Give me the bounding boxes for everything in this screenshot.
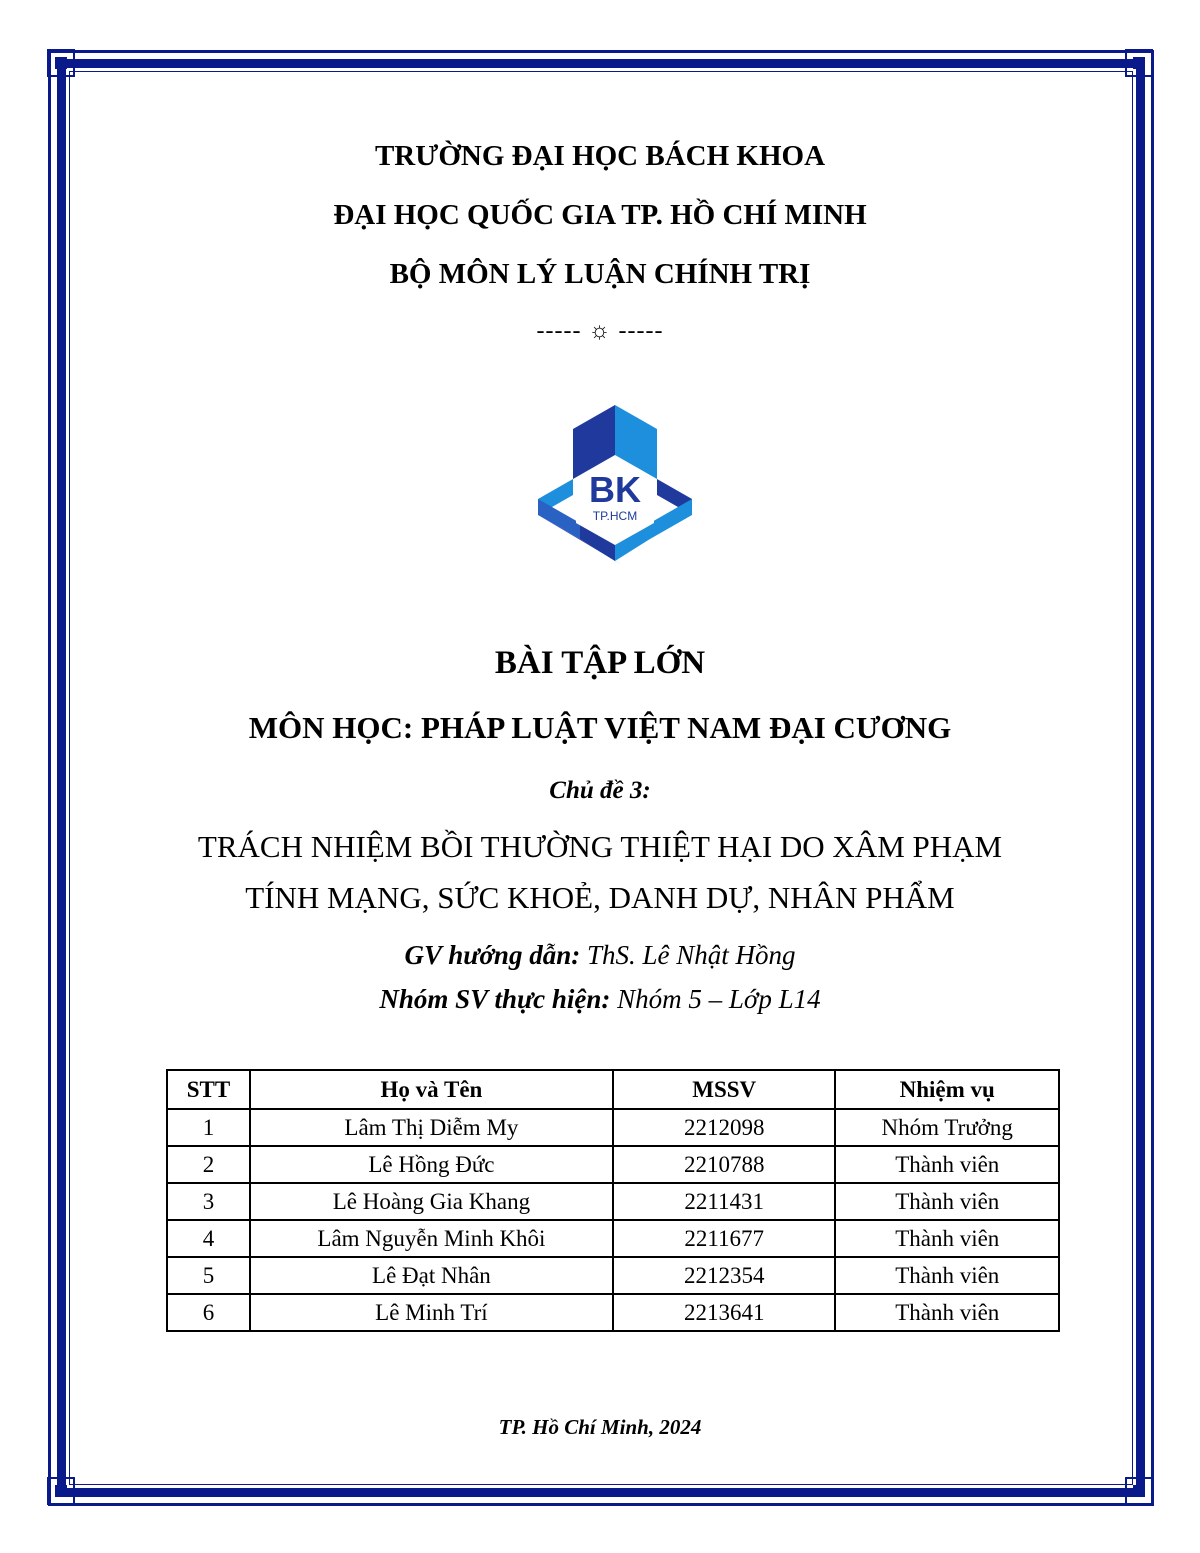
instructor-label: GV hướng dẫn: — [404, 940, 581, 970]
cell-name: Lê Minh Trí — [250, 1294, 613, 1331]
national-university-name: ĐẠI HỌC QUỐC GIA TP. HỒ CHÍ MINH — [333, 199, 867, 231]
table-row — [167, 1220, 1059, 1257]
cell-stt: 2 — [167, 1146, 250, 1183]
corner-ornament-icon — [46, 1476, 76, 1506]
cell-mssv: 2212354 — [613, 1257, 836, 1294]
cell-name: Lê Hoàng Gia Khang — [250, 1183, 613, 1220]
place-and-year: TP. Hồ Chí Minh, 2024 — [498, 1415, 702, 1439]
cell-role: Thành viên — [835, 1257, 1059, 1294]
group-value: Nhóm 5 – Lớp L14 — [617, 984, 821, 1014]
document-title: BÀI TẬP LỚN — [494, 645, 706, 681]
corner-ornament-icon — [1124, 48, 1154, 78]
subject-title: MÔN HỌC: PHÁP LUẬT VIỆT NAM ĐẠI CƯƠNG — [248, 710, 952, 745]
cell-stt: 1 — [167, 1109, 250, 1146]
cell-stt: 6 — [167, 1294, 250, 1331]
table-row — [167, 1146, 1059, 1183]
table-row — [167, 1183, 1059, 1220]
topic-line-1: TRÁCH NHIỆM BỒI THƯỜNG THIỆT HẠI DO XÂM PHẠM — [197, 829, 1003, 864]
cell-role: Thành viên — [835, 1294, 1059, 1331]
topic-label: Chủ đề 3: — [549, 777, 651, 804]
cell-stt: 3 — [167, 1183, 250, 1220]
column-header-mssv: MSSV — [613, 1070, 836, 1109]
cell-mssv: 2210788 — [613, 1146, 836, 1183]
cell-name: Lê Đạt Nhân — [250, 1257, 613, 1294]
cell-name: Lâm Thị Diễm My — [250, 1109, 613, 1146]
members-table — [166, 1069, 1060, 1332]
logo-text-bk: BK — [589, 469, 641, 510]
cell-role: Thành viên — [835, 1183, 1059, 1220]
cell-mssv: 2211677 — [613, 1220, 836, 1257]
corner-ornament-icon — [1124, 1476, 1154, 1506]
cell-role: Nhóm Trưởng — [835, 1109, 1059, 1146]
university-name: TRƯỜNG ĐẠI HỌC BÁCH KHOA — [374, 140, 826, 172]
group-label: Nhóm SV thực hiện: — [379, 984, 611, 1014]
instructor-value: ThS. Lê Nhật Hồng — [586, 940, 796, 970]
table-row — [167, 1257, 1059, 1294]
column-header-stt: STT — [167, 1070, 250, 1109]
instructor-line — [0, 940, 1200, 971]
cell-mssv: 2212098 — [613, 1109, 836, 1146]
header-divider: ----- ☼ ----- — [536, 318, 664, 344]
cell-mssv: 2213641 — [613, 1294, 836, 1331]
logo-text-city: TP.HCM — [592, 509, 638, 523]
column-header-name: Họ và Tên — [250, 1070, 613, 1109]
cell-name: Lâm Nguyễn Minh Khôi — [250, 1220, 613, 1257]
cell-stt: 4 — [167, 1220, 250, 1257]
cell-role: Thành viên — [835, 1220, 1059, 1257]
topic-line-2: TÍNH MẠNG, SỨC KHOẺ, DANH DỰ, NHÂN PHẨM — [245, 880, 955, 915]
cell-role: Thành viên — [835, 1146, 1059, 1183]
department-name: BỘ MÔN LÝ LUẬN CHÍNH TRỊ — [389, 258, 811, 290]
group-line — [0, 984, 1200, 1015]
column-header-role: Nhiệm vụ — [835, 1070, 1059, 1109]
cell-name: Lê Hồng Đức — [250, 1146, 613, 1183]
table-row — [167, 1109, 1059, 1146]
table-header-row — [167, 1070, 1059, 1109]
table-row — [167, 1294, 1059, 1331]
cell-stt: 5 — [167, 1257, 250, 1294]
corner-ornament-icon — [46, 48, 76, 78]
bk-logo — [530, 403, 700, 569]
cell-mssv: 2211431 — [613, 1183, 836, 1220]
